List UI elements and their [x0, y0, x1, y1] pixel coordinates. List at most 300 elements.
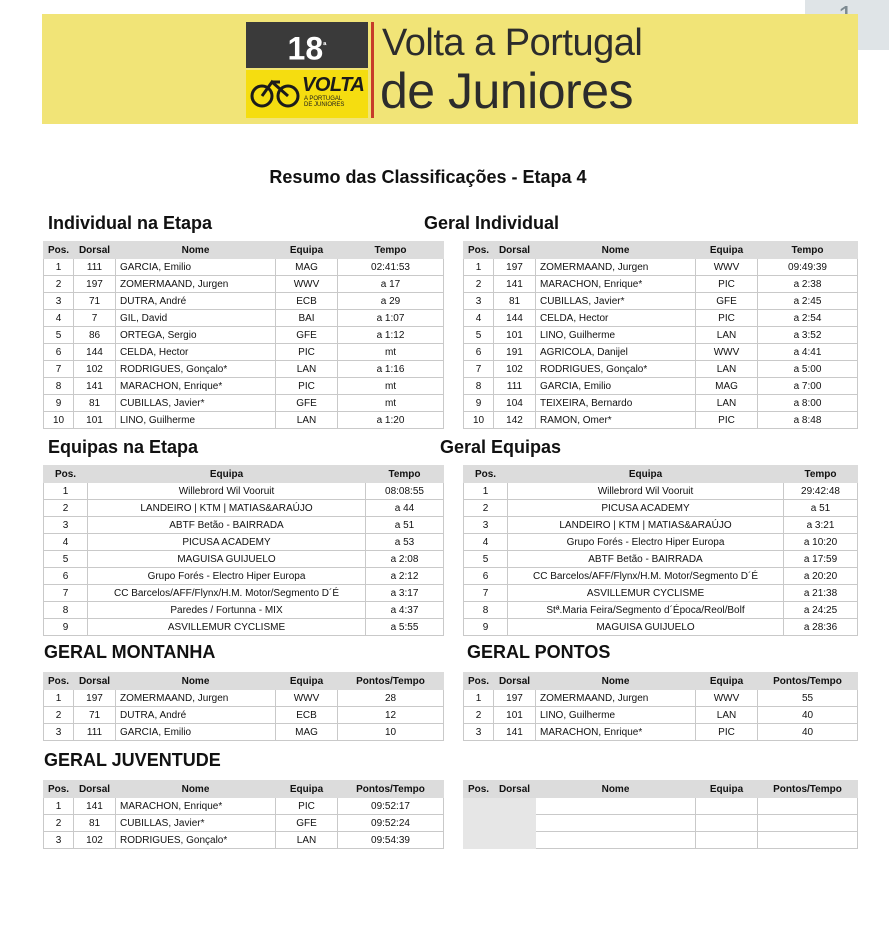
table-row	[44, 619, 444, 636]
table-cell: PIC	[696, 724, 758, 741]
table-row	[44, 832, 444, 849]
table-cell: a 51	[366, 517, 444, 534]
column-header: Pos.	[464, 242, 494, 259]
table-cell: a 21:38	[784, 585, 858, 602]
table-cell: 2	[464, 500, 508, 517]
table-cell: CUBILLAS, Javier*	[116, 815, 276, 832]
table-cell: PIC	[696, 276, 758, 293]
table-cell: a 2:45	[758, 293, 858, 310]
column-header: Nome	[116, 242, 276, 259]
logo-subtitle-line: A PORTUGAL	[304, 96, 343, 102]
table-cell: 28	[338, 690, 444, 707]
column-header: Tempo	[338, 242, 444, 259]
column-header: Pontos/Tempo	[338, 781, 444, 798]
table-cell: a 1:20	[338, 412, 444, 429]
table-cell: a 3:21	[784, 517, 858, 534]
table-cell: MARACHON, Enrique*	[116, 378, 276, 395]
column-header: Pontos/Tempo	[758, 781, 858, 798]
table-cell: 3	[464, 724, 494, 741]
table-cell: a 1:07	[338, 310, 444, 327]
table-cell: MAG	[276, 259, 338, 276]
table-cell: ASVILLEMUR CYCLISME	[508, 585, 784, 602]
table-cell: 9	[464, 619, 508, 636]
table-cell: 2	[44, 815, 74, 832]
table-cell: 6	[464, 344, 494, 361]
table-cell	[758, 815, 858, 832]
table-cell: 144	[494, 310, 536, 327]
geral-equipas-table	[463, 465, 858, 636]
table-row	[44, 724, 444, 741]
table-cell: a 3:17	[366, 585, 444, 602]
table-cell: 09:52:24	[338, 815, 444, 832]
column-header: Equipa	[696, 242, 758, 259]
table-row	[464, 602, 858, 619]
table-cell: WWV	[276, 690, 338, 707]
column-header: Nome	[536, 673, 696, 690]
table-cell: 1	[464, 690, 494, 707]
table-cell: 1	[44, 690, 74, 707]
table-cell: 1	[464, 259, 494, 276]
table-cell: a 3:52	[758, 327, 858, 344]
table-cell: 141	[74, 798, 116, 815]
table-header-row	[44, 673, 444, 690]
table-row	[44, 276, 444, 293]
table-cell: ZOMERMAAND, Jurgen	[536, 259, 696, 276]
table-row	[44, 361, 444, 378]
table-row	[44, 815, 444, 832]
column-header: Dorsal	[494, 673, 536, 690]
table-cell: a 2:08	[366, 551, 444, 568]
table-cell: ORTEGA, Sergio	[116, 327, 276, 344]
table-cell: 7	[44, 361, 74, 378]
column-header: Dorsal	[74, 781, 116, 798]
banner-title-line2: de Juniores	[380, 63, 633, 119]
table-cell: RAMON, Omer*	[536, 412, 696, 429]
table-cell: 1	[464, 483, 508, 500]
table-row	[464, 500, 858, 517]
table-cell: LAN	[696, 327, 758, 344]
table-cell: mt	[338, 378, 444, 395]
table-cell	[494, 815, 536, 832]
table-cell: Willebrord Wil Vooruit	[508, 483, 784, 500]
section-title-individual-etapa: Individual na Etapa	[48, 213, 213, 233]
table-cell: 02:41:53	[338, 259, 444, 276]
table-cell: CUBILLAS, Javier*	[116, 395, 276, 412]
table-cell: PIC	[696, 412, 758, 429]
column-header: Pos.	[464, 781, 494, 798]
table-row	[44, 310, 444, 327]
table-row	[464, 798, 858, 815]
logo-subtitle	[304, 96, 354, 108]
table-cell: 102	[74, 361, 116, 378]
table-cell: RODRIGUES, Gonçalo*	[536, 361, 696, 378]
section-title-equipas-etapa: Equipas na Etapa	[48, 437, 199, 457]
table-cell: WWV	[696, 690, 758, 707]
table-header-row	[464, 781, 858, 798]
section-title-geral-montanha: GERAL MONTANHA	[44, 642, 216, 662]
table-cell: 7	[74, 310, 116, 327]
table-row	[44, 707, 444, 724]
table-row	[464, 534, 858, 551]
table-cell: 101	[494, 707, 536, 724]
table-cell: a 4:41	[758, 344, 858, 361]
table-cell: 197	[74, 690, 116, 707]
table-cell	[696, 832, 758, 849]
table-cell: RODRIGUES, Gonçalo*	[116, 361, 276, 378]
column-header: Pos.	[44, 781, 74, 798]
table-cell: ABTF Betão - BAIRRADA	[508, 551, 784, 568]
table-cell: 6	[44, 344, 74, 361]
table-cell: ABTF Betão - BAIRRADA	[88, 517, 366, 534]
table-cell: 6	[464, 568, 508, 585]
table-row	[464, 412, 858, 429]
column-header: Pontos/Tempo	[338, 673, 444, 690]
table-cell: MAGUISA GUIJUELO	[88, 551, 366, 568]
table-cell	[536, 832, 696, 849]
table-cell: WWV	[696, 344, 758, 361]
table-cell: CC Barcelos/AFF/Flynx/H.M. Motor/Segmento D´É	[508, 568, 784, 585]
table-row	[464, 483, 858, 500]
table-cell: 2	[464, 707, 494, 724]
table-cell: 8	[44, 602, 88, 619]
column-header: Nome	[116, 673, 276, 690]
column-header: Pos.	[44, 466, 88, 483]
table-cell: Paredes / Fortunna - MIX	[88, 602, 366, 619]
table-cell: GFE	[276, 815, 338, 832]
table-row	[44, 293, 444, 310]
table-cell: 142	[494, 412, 536, 429]
table-cell: 3	[44, 517, 88, 534]
table-cell: 104	[494, 395, 536, 412]
banner-divider	[371, 22, 374, 118]
table-cell: LAN	[696, 395, 758, 412]
section-title-geral-pontos: GERAL PONTOS	[467, 642, 611, 662]
column-header: Pos.	[44, 242, 74, 259]
section-title-geral-equipas: Geral Equipas	[440, 437, 562, 457]
edition-number: 18	[287, 30, 324, 67]
table-row	[44, 534, 444, 551]
table-cell: 2	[44, 500, 88, 517]
table-cell: 1	[44, 483, 88, 500]
column-header: Equipa	[508, 466, 784, 483]
table-cell: 55	[758, 690, 858, 707]
table-row	[464, 619, 858, 636]
table-row	[464, 327, 858, 344]
table-cell: mt	[338, 395, 444, 412]
table-row	[44, 483, 444, 500]
table-cell: 3	[44, 724, 74, 741]
table-row	[464, 276, 858, 293]
table-cell: 81	[74, 815, 116, 832]
table-row	[44, 344, 444, 361]
table-cell: PIC	[276, 378, 338, 395]
table-cell: a 7:00	[758, 378, 858, 395]
table-cell: a 10:20	[784, 534, 858, 551]
table-row	[464, 815, 858, 832]
table-cell: a 8:00	[758, 395, 858, 412]
table-row	[464, 344, 858, 361]
table-cell: 197	[494, 690, 536, 707]
table-header-row	[464, 242, 858, 259]
table-cell: 10	[44, 412, 74, 429]
table-cell: 81	[494, 293, 536, 310]
column-header: Dorsal	[74, 673, 116, 690]
volta-logo	[246, 70, 368, 118]
table-row	[44, 517, 444, 534]
column-header: Equipa	[276, 673, 338, 690]
table-cell: LINO, Guilherme	[536, 707, 696, 724]
table-cell: 4	[464, 310, 494, 327]
geral-pontos-table	[463, 672, 858, 741]
table-cell: DUTRA, André	[116, 707, 276, 724]
column-header: Equipa	[696, 673, 758, 690]
table-cell: 9	[464, 395, 494, 412]
table-cell: LINO, Guilherme	[116, 412, 276, 429]
table-header-row	[464, 673, 858, 690]
table-cell: RODRIGUES, Gonçalo*	[116, 832, 276, 849]
table-cell: 1	[44, 798, 74, 815]
table-cell: GARCIA, Emilio	[536, 378, 696, 395]
table-cell: LANDEIRO | KTM | MATIAS&ARAÚJO	[88, 500, 366, 517]
table-row	[44, 585, 444, 602]
table-cell: ECB	[276, 293, 338, 310]
table-cell: GFE	[276, 327, 338, 344]
table-cell: a 2:54	[758, 310, 858, 327]
edition-suffix: ª	[323, 40, 327, 50]
table-cell: 101	[494, 327, 536, 344]
table-cell: a 51	[784, 500, 858, 517]
equipas-etapa-table	[43, 465, 444, 636]
column-header: Pontos/Tempo	[758, 673, 858, 690]
table-row	[44, 568, 444, 585]
column-header: Equipa	[696, 781, 758, 798]
table-cell: WWV	[276, 276, 338, 293]
table-cell: a 44	[366, 500, 444, 517]
table-cell: 12	[338, 707, 444, 724]
table-cell: 197	[74, 276, 116, 293]
table-cell: GIL, David	[116, 310, 276, 327]
logo-word: VOLTA	[302, 74, 365, 96]
column-header: Nome	[536, 781, 696, 798]
table-cell: 4	[44, 534, 88, 551]
column-header: Tempo	[784, 466, 858, 483]
table-cell: 5	[464, 327, 494, 344]
table-row	[464, 724, 858, 741]
table-cell: 141	[494, 724, 536, 741]
table-cell: ZOMERMAAND, Jurgen	[536, 690, 696, 707]
table-cell: BAI	[276, 310, 338, 327]
table-cell: 7	[44, 585, 88, 602]
table-cell: 8	[464, 378, 494, 395]
table-cell: 5	[44, 551, 88, 568]
table-cell: MARACHON, Enrique*	[536, 276, 696, 293]
table-cell: 40	[758, 724, 858, 741]
individual-etapa-table	[43, 241, 444, 429]
table-cell: LAN	[696, 707, 758, 724]
table-cell: PICUSA ACADEMY	[88, 534, 366, 551]
table-cell: CUBILLAS, Javier*	[536, 293, 696, 310]
table-cell: 102	[494, 361, 536, 378]
table-row	[464, 707, 858, 724]
table-cell: ZOMERMAAND, Jurgen	[116, 690, 276, 707]
table-row	[44, 690, 444, 707]
table-cell: 4	[44, 310, 74, 327]
table-cell: MARACHON, Enrique*	[536, 724, 696, 741]
table-cell: 2	[44, 707, 74, 724]
table-cell: 7	[464, 361, 494, 378]
table-row	[44, 412, 444, 429]
table-row	[464, 832, 858, 849]
table-cell: a 1:12	[338, 327, 444, 344]
table-cell: 9	[44, 395, 74, 412]
table-cell: GFE	[276, 395, 338, 412]
table-cell: a 24:25	[784, 602, 858, 619]
table-cell: 5	[464, 551, 508, 568]
table-cell: MAG	[276, 724, 338, 741]
table-cell: a 5:55	[366, 619, 444, 636]
table-cell: 40	[758, 707, 858, 724]
table-cell: ASVILLEMUR CYCLISME	[88, 619, 366, 636]
table-cell: LAN	[276, 832, 338, 849]
column-header: Pos.	[464, 466, 508, 483]
table-cell: LAN	[276, 412, 338, 429]
table-row	[44, 798, 444, 815]
table-cell: TEIXEIRA, Bernardo	[536, 395, 696, 412]
table-cell: 111	[74, 724, 116, 741]
table-cell: 10	[464, 412, 494, 429]
table-row	[44, 551, 444, 568]
table-cell: ECB	[276, 707, 338, 724]
table-cell: a 53	[366, 534, 444, 551]
table-cell: CELDA, Hector	[536, 310, 696, 327]
table-cell	[464, 798, 494, 815]
table-cell: 9	[44, 619, 88, 636]
table-cell: LANDEIRO | KTM | MATIAS&ARAÚJO	[508, 517, 784, 534]
table-cell	[494, 798, 536, 815]
table-cell: a 17	[338, 276, 444, 293]
table-cell: 197	[494, 259, 536, 276]
table-cell: MAG	[696, 378, 758, 395]
table-cell: 144	[74, 344, 116, 361]
table-cell	[696, 798, 758, 815]
table-row	[464, 395, 858, 412]
table-cell: 3	[464, 517, 508, 534]
column-header: Pos.	[464, 673, 494, 690]
column-header: Dorsal	[494, 242, 536, 259]
table-cell: 4	[464, 534, 508, 551]
table-cell: 111	[74, 259, 116, 276]
table-cell: a 28:36	[784, 619, 858, 636]
table-cell: 09:52:17	[338, 798, 444, 815]
table-cell: 5	[44, 327, 74, 344]
column-header: Nome	[116, 781, 276, 798]
column-header: Tempo	[758, 242, 858, 259]
table-cell: Stª.Maria Feira/Segmento d´Época/Reol/Bolf	[508, 602, 784, 619]
table-cell: 8	[464, 602, 508, 619]
table-cell: MARACHON, Enrique*	[116, 798, 276, 815]
table-cell: AGRICOLA, Danijel	[536, 344, 696, 361]
table-cell: 102	[74, 832, 116, 849]
table-cell: PIC	[696, 310, 758, 327]
table-cell: a 1:16	[338, 361, 444, 378]
table-cell: LINO, Guilherme	[536, 327, 696, 344]
table-cell: ZOMERMAAND, Jurgen	[116, 276, 276, 293]
column-header: Equipa	[88, 466, 366, 483]
table-cell: a 2:38	[758, 276, 858, 293]
table-row	[464, 585, 858, 602]
table-cell: 6	[44, 568, 88, 585]
table-cell: 71	[74, 707, 116, 724]
table-cell: 29:42:48	[784, 483, 858, 500]
table-cell	[758, 798, 858, 815]
table-cell	[536, 815, 696, 832]
table-cell: a 20:20	[784, 568, 858, 585]
column-header: Equipa	[276, 242, 338, 259]
table-cell: PICUSA ACADEMY	[508, 500, 784, 517]
table-cell: Grupo Forés - Electro Hiper Europa	[88, 568, 366, 585]
table-cell	[758, 832, 858, 849]
table-cell: 2	[464, 276, 494, 293]
table-cell: LAN	[696, 361, 758, 378]
table-cell: 71	[74, 293, 116, 310]
table-cell: 81	[74, 395, 116, 412]
table-cell: 141	[74, 378, 116, 395]
table-row	[44, 395, 444, 412]
table-cell: WWV	[696, 259, 758, 276]
table-cell: 111	[494, 378, 536, 395]
table-cell: 1	[44, 259, 74, 276]
table-cell: DUTRA, André	[116, 293, 276, 310]
table-cell: Willebrord Wil Vooruit	[88, 483, 366, 500]
table-row	[464, 378, 858, 395]
table-cell: a 5:00	[758, 361, 858, 378]
table-cell: 2	[44, 276, 74, 293]
table-cell: 3	[44, 293, 74, 310]
table-row	[464, 310, 858, 327]
table-header-row	[464, 466, 858, 483]
geral-individual-table	[463, 241, 858, 429]
table-cell: CC Barcelos/AFF/Flynx/H.M. Motor/Segmento D´É	[88, 585, 366, 602]
table-cell: 86	[74, 327, 116, 344]
table-cell: LAN	[276, 361, 338, 378]
table-cell: 08:08:55	[366, 483, 444, 500]
geral-juventude-empty-table	[463, 780, 858, 849]
table-cell: 191	[494, 344, 536, 361]
column-header: Tempo	[366, 466, 444, 483]
edition-badge	[246, 22, 368, 68]
section-title-geral-juventude: GERAL JUVENTUDE	[44, 750, 221, 770]
table-cell: 141	[494, 276, 536, 293]
table-cell: a 17:59	[784, 551, 858, 568]
column-header: Dorsal	[74, 242, 116, 259]
table-row	[44, 259, 444, 276]
column-header: Nome	[536, 242, 696, 259]
table-header-row	[44, 466, 444, 483]
logo-subtitle-line: DE JUNIORES	[304, 102, 345, 108]
bicycle-icon	[250, 76, 302, 110]
table-cell: MAGUISA GUIJUELO	[508, 619, 784, 636]
table-cell: 10	[338, 724, 444, 741]
table-cell: GARCIA, Emilio	[116, 724, 276, 741]
table-cell	[696, 815, 758, 832]
section-title-geral-individual: Geral Individual	[424, 213, 560, 233]
table-cell: mt	[338, 344, 444, 361]
table-cell	[464, 832, 494, 849]
document-title: Resumo das Classificações - Etapa 4	[269, 167, 587, 187]
table-cell: a 8:48	[758, 412, 858, 429]
table-cell: 3	[464, 293, 494, 310]
table-cell	[464, 815, 494, 832]
